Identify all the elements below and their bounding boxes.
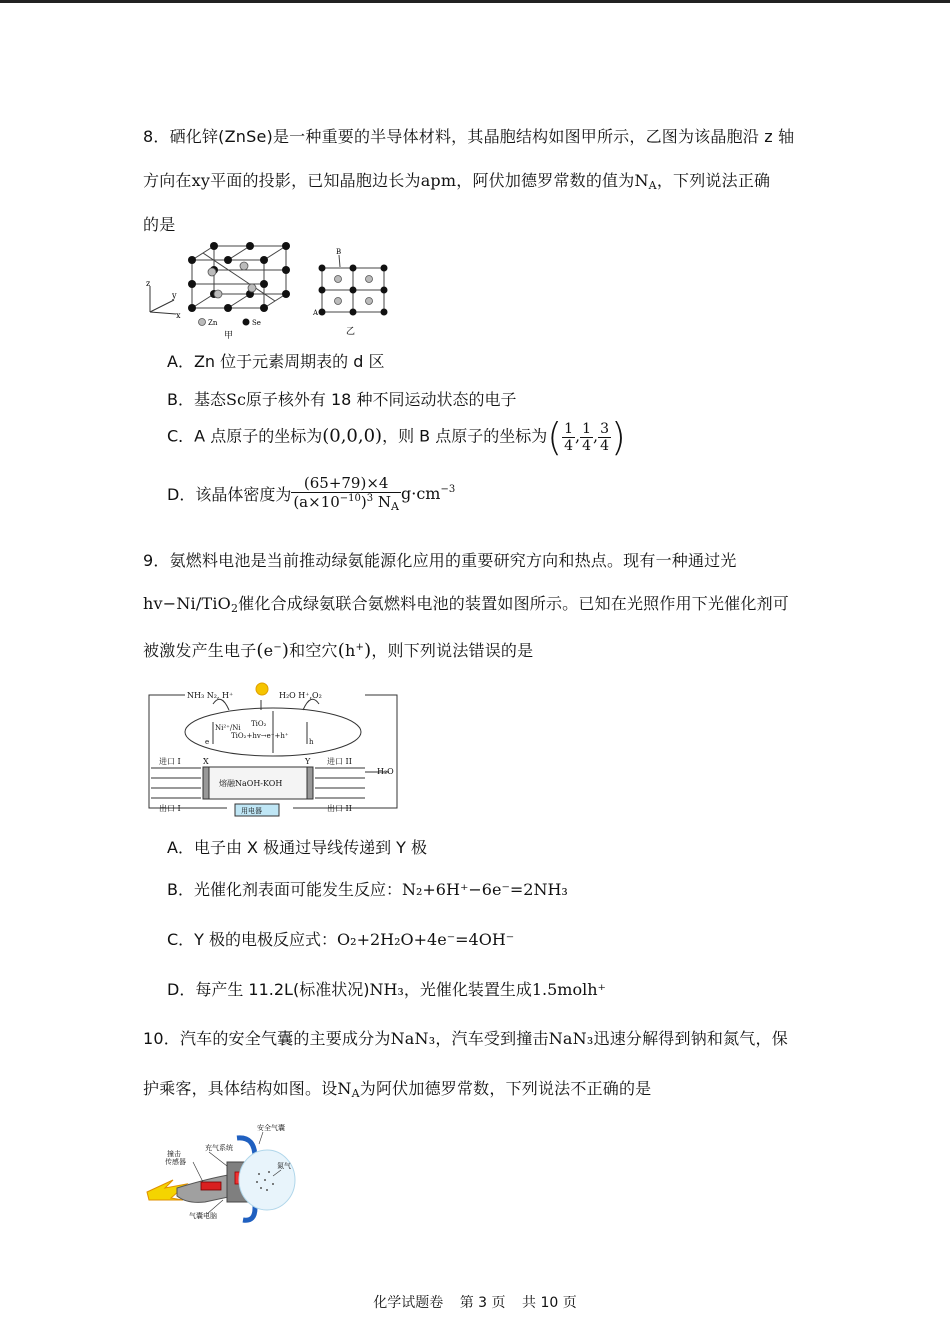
footer-subject: 化学试题卷 <box>373 1295 444 1311</box>
fig-inflator-label: 充气系统 <box>205 1144 233 1152</box>
fig-inlet2: 进口 II <box>327 757 352 766</box>
top-border <box>0 0 950 3</box>
axis-y-label: y <box>172 291 177 300</box>
fig-y-label: Y <box>305 757 311 766</box>
q8-option-a: A．Zn 位于元素周期表的 d 区 <box>167 352 385 371</box>
fig-tio2-label: TiO₂ <box>251 720 267 728</box>
fig-ecu-label: 气囊电脑 <box>189 1212 217 1220</box>
q8-line3: 的是 <box>143 215 176 234</box>
legend-se-icon <box>243 319 250 326</box>
q9-option-a: A．电子由 X 极通过导线传递到 Y 极 <box>167 838 428 857</box>
fig-ni-label: Ni²⁺/Ni <box>215 724 241 732</box>
axis-x-label: x <box>176 311 181 320</box>
q8-option-b: B．基态Sc原子核外有 18 种不同运动状态的电子 <box>167 390 517 409</box>
fig-inlet1: 进口 I <box>159 757 181 766</box>
q9-battery-figure <box>143 680 408 820</box>
footer-total: 共 10 页 <box>522 1295 577 1311</box>
label-B: B <box>336 248 342 256</box>
q9-line1: 9．氨燃料电池是当前推动绿氨能源化应用的重要研究方向和热点。现有一种通过光 <box>143 551 737 570</box>
sun-icon <box>256 683 268 695</box>
fig-sensor-label-2: 传感器 <box>165 1158 186 1166</box>
fig-nitrogen-label: 氮气 <box>277 1162 291 1170</box>
fig-h-label: h <box>309 738 314 746</box>
label-yi: 乙 <box>346 327 356 337</box>
q9-line2: hv−Ni/TiO$_2$催化合成绿氨联合氨燃料电池的装置如图所示。已知在光照作用下光催化剂可 <box>143 594 789 615</box>
page-footer <box>0 1292 950 1312</box>
fig-e-label: e <box>205 738 210 746</box>
fig-load-label: 用电器 <box>241 807 262 815</box>
q10-airbag-figure <box>143 1118 303 1223</box>
fig-electrolyte: 熔融NaOH-KOH <box>219 779 283 788</box>
q8-line1: 8．硒化锌(ZnSe)是一种重要的半导体材料，其晶胞结构如图甲所示，乙图为该晶胞沿 z 轴 <box>143 127 795 146</box>
legend-zn: Zn <box>208 319 218 327</box>
fig-reaction-label: TiO₂+hv→e⁻+h⁺ <box>231 732 289 740</box>
q9-option-b: B．光催化剂表面可能发生反应：N₂+6H⁺−6e⁻=2NH₃ <box>167 880 568 899</box>
axis-z-label: z <box>146 279 151 288</box>
legend-zn-icon <box>199 319 206 326</box>
fig-nh3-label: NH₃ N₂, H⁺ <box>187 691 234 700</box>
q8-line2: 方向在xy平面的投影，已知晶胞边长为apm，阿伏加德罗常数的值为$N_A$，下列说法正确 <box>143 171 771 192</box>
fig-x-label: X <box>203 757 209 766</box>
fig-airbag-label: 安全气囊 <box>257 1124 285 1132</box>
fig-h2o-top-label: H₂O H⁺,O₂ <box>279 691 322 700</box>
footer-page: 第 3 页 <box>459 1295 506 1311</box>
q10-line2: 护乘客，具体结构如图。设$N_A$为阿伏加德罗常数，下列说法不正确的是 <box>143 1079 652 1100</box>
q9-option-d: D．每产生 11.2L(标准状况)NH₃，光催化装置生成1.5molh⁺ <box>167 980 606 999</box>
label-jia: 甲 <box>224 331 234 341</box>
fig-h2o-right: H₂O <box>377 767 394 776</box>
q8-option-c: C．A 点原子的坐标为(0,0,0)，则 B 点原子的坐标为( $\frac{1}{4}$ , $\frac{1}{4}$ , $\frac{3}{4}$ ) <box>167 415 626 459</box>
q8-crystal-figure <box>140 238 400 342</box>
q8-option-d: D．该晶体密度为 $\frac{(65+79)\times 4}{(a\times 10^{-10})^3 N_A}$ $g\cdot cm^{-3}$ <box>167 474 456 513</box>
fig-outlet1: 出口 I <box>159 804 181 813</box>
label-A: A <box>313 309 319 317</box>
fig-outlet2: 出口 II <box>327 804 352 813</box>
fig-sensor-label-1: 撞击 <box>167 1150 181 1158</box>
q9-option-c: C．Y 极的电极反应式：O₂+2H₂O+4e⁻=4OH⁻ <box>167 930 515 949</box>
q9-line3: 被激发产生电子(e−)和空穴(h+)，则下列说法错误的是 <box>143 640 534 661</box>
q10-line1: 10．汽车的安全气囊的主要成分为NaN₃，汽车受到撞击NaN₃迅速分解得到钠和氮气，保 <box>143 1029 788 1048</box>
legend-se: Se <box>252 319 261 327</box>
